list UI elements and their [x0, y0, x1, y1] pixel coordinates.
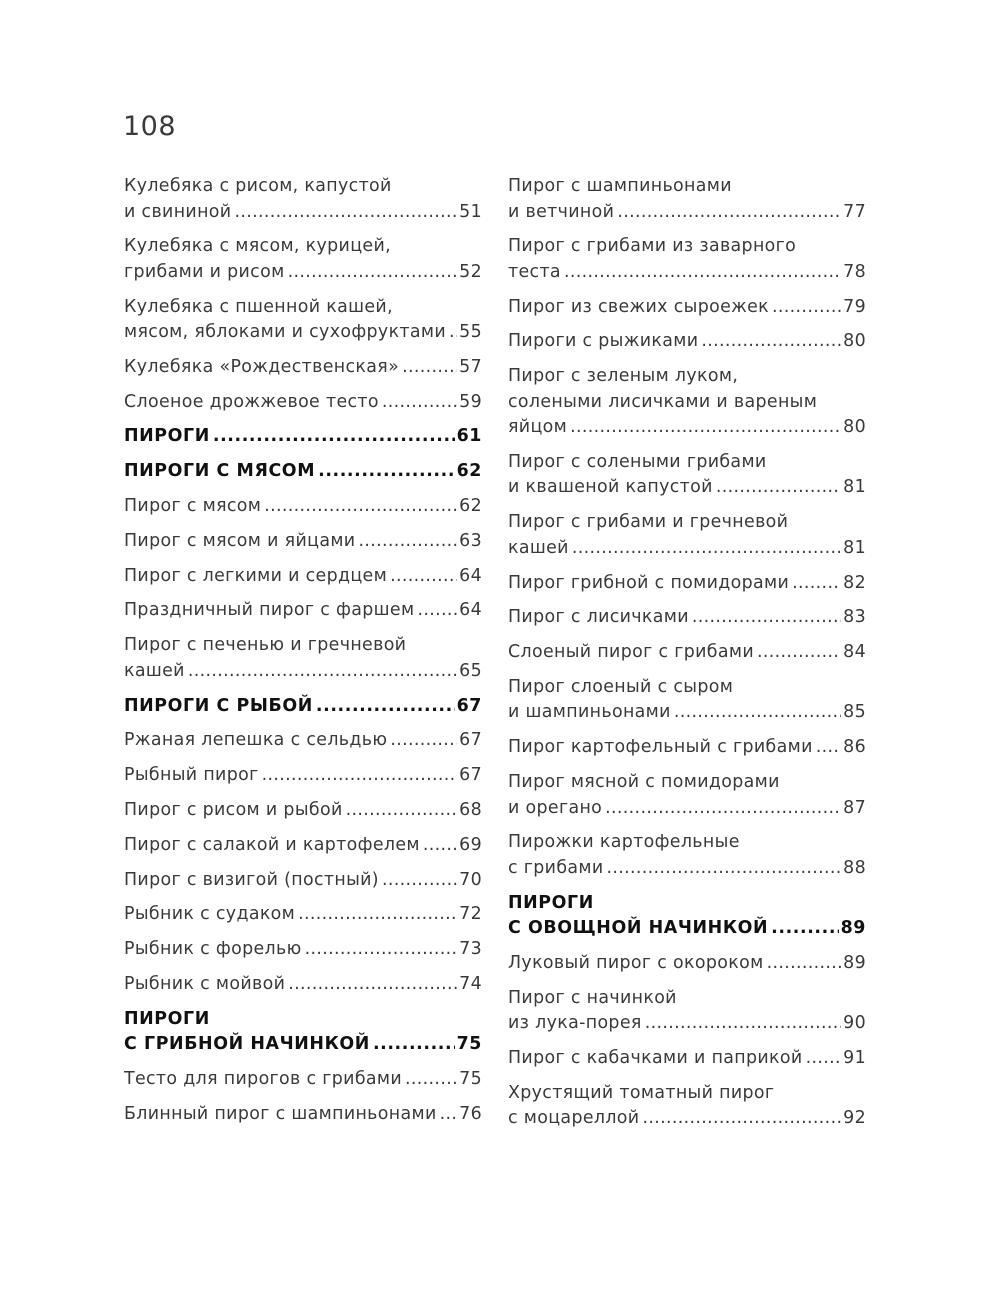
toc-page-number: 84 [843, 642, 866, 663]
dot-leader [772, 295, 841, 321]
toc-entry-title-line: Пирог с солеными грибами [508, 451, 767, 472]
dot-leader [701, 329, 841, 355]
dot-leader [605, 796, 841, 822]
dot-leader [570, 415, 841, 441]
toc-entry-title-line: и орегано [508, 797, 603, 818]
dot-leader [262, 763, 458, 789]
toc-page-number: 69 [459, 834, 482, 855]
dot-leader [234, 200, 457, 226]
toc-entry[interactable] [508, 830, 866, 881]
toc-entry[interactable] [124, 234, 482, 285]
dot-leader [288, 260, 458, 286]
toc-page-number: 55 [459, 322, 482, 343]
toc-entry[interactable] [124, 937, 482, 963]
toc-entry[interactable] [508, 735, 866, 761]
toc-entry[interactable] [508, 1046, 866, 1072]
dot-leader [213, 424, 455, 450]
toc-column-left [124, 174, 482, 1137]
toc-entry[interactable] [124, 868, 482, 894]
dot-leader [642, 1106, 841, 1132]
toc-entry-title-line: Кулебяка с пшенной кашей, [124, 296, 393, 317]
dot-leader [402, 355, 457, 381]
toc-entry[interactable] [124, 355, 482, 381]
toc-entry-title-line: Пирог с зеленым луком, [508, 366, 739, 387]
toc-entry[interactable] [124, 598, 482, 624]
toc-entry[interactable] [508, 174, 866, 225]
toc-entry[interactable] [124, 494, 482, 520]
dot-leader [572, 536, 841, 562]
toc-entry-title-line: Слоеное дрожжевое тесто [124, 391, 379, 412]
toc-column-right [508, 174, 866, 1141]
dot-leader [716, 475, 841, 501]
toc-entry[interactable] [508, 571, 866, 597]
toc-entry-title-line: и шампиньонами [508, 702, 671, 723]
toc-entry-title-line: Кулебяка «Рождественская» [124, 356, 400, 377]
toc-page-number: 63 [459, 530, 482, 551]
toc-entry-title-line: из лука-порея [508, 1013, 642, 1034]
toc-entry-title-line: Пирог слоеный с сыром [508, 676, 734, 697]
toc-entry[interactable] [508, 364, 866, 441]
toc-entry-title-line: Пирог с лисичками [508, 607, 689, 628]
toc-entry[interactable] [124, 529, 482, 555]
toc-entry-title-line: Пирог с мясом [124, 496, 262, 517]
dot-leader [382, 868, 457, 894]
dot-leader [188, 659, 457, 685]
toc-page-number: 88 [843, 857, 866, 878]
toc-entry[interactable] [124, 633, 482, 684]
toc-entry[interactable] [508, 1081, 866, 1132]
toc-entry-title-line: кашей [124, 660, 185, 681]
toc-entry[interactable] [508, 510, 866, 561]
toc-page-number: 73 [459, 939, 482, 960]
toc-entry-title-line: ПИРОГИ [124, 1008, 210, 1029]
toc-page-number: 79 [843, 296, 866, 317]
toc-section-heading[interactable] [124, 694, 482, 720]
toc-entry-title-line: Пирог с рисом и рыбой [124, 799, 343, 820]
toc-entry-title-line: Пирог с шампиньонами [508, 176, 732, 196]
toc-entry-title-line: Слоеный пирог с грибами [508, 642, 754, 663]
toc-entry-title-line: Пирог с грибами и гречневой [508, 512, 789, 533]
dot-leader [373, 1032, 455, 1058]
dot-leader [316, 694, 455, 720]
toc-entry[interactable] [124, 972, 482, 998]
toc-page-number: 74 [459, 973, 482, 994]
toc-page-number: 80 [843, 417, 866, 438]
toc-entry-title-line: Праздничный пирог с фаршем [124, 600, 415, 621]
toc-entry-title-line: Пирожки картофельные [508, 832, 740, 853]
toc-page-number: 89 [843, 952, 866, 973]
toc-entry-title-line: С ГРИБНОЙ НАЧИНКОЙ [124, 1034, 370, 1055]
dot-leader [757, 640, 841, 666]
toc-entry-title-line: Пирог с мясом и яйцами [124, 530, 356, 551]
dot-leader [617, 200, 841, 226]
toc-page-number: 83 [843, 607, 866, 628]
toc-entry[interactable] [124, 833, 482, 859]
toc-entry-title-line: грибами и рисом [124, 261, 285, 282]
toc-page-number: 67 [459, 730, 482, 751]
toc-page-number: 75 [459, 1069, 482, 1090]
toc-page-number: 80 [843, 331, 866, 352]
dot-leader [816, 735, 841, 761]
dot-leader [346, 798, 458, 824]
toc-entry[interactable] [508, 770, 866, 821]
toc-entry[interactable] [508, 640, 866, 666]
toc-page-number: 64 [459, 565, 482, 586]
toc-entry-title-line: Тесто для пирогов с грибами [124, 1069, 403, 1090]
dot-leader [423, 833, 457, 859]
toc-page-number: 75 [456, 1034, 482, 1055]
toc-entry-title-line: Луковый пирог с окороком [508, 952, 764, 973]
toc-entry[interactable] [508, 450, 866, 501]
toc-entry[interactable] [508, 675, 866, 726]
toc-entry-title-line: Пирог мясной с помидорами [508, 772, 780, 793]
toc-entry-title-line: Пирог грибной с помидорами [508, 572, 790, 593]
toc-entry[interactable] [508, 951, 866, 977]
toc-page-number: 51 [459, 201, 482, 222]
toc-page-number: 65 [459, 660, 482, 681]
toc-entry-title-line: Пироги с рыжиками [508, 331, 699, 352]
dot-leader [417, 598, 457, 624]
toc-page-number: 72 [459, 904, 482, 925]
dot-leader [449, 320, 457, 346]
toc-entry[interactable] [124, 1102, 482, 1128]
toc-page-number: 64 [459, 600, 482, 621]
toc-section-heading[interactable] [124, 424, 482, 450]
toc-entry[interactable] [124, 763, 482, 789]
toc-page-number: 86 [843, 737, 866, 758]
toc-page-number: 67 [456, 695, 482, 716]
dot-leader [692, 605, 841, 631]
toc-entry-title-line: ПИРОГИ [508, 892, 594, 913]
toc-page-number: 62 [456, 461, 482, 482]
toc-page-number: 67 [459, 765, 482, 786]
toc-page-number: 87 [843, 797, 866, 818]
toc-page-number: 90 [843, 1013, 866, 1034]
toc-entry[interactable] [124, 174, 482, 225]
toc-page-number: 82 [843, 572, 866, 593]
toc-entry-title-line: и квашеной капустой [508, 477, 713, 498]
toc-entry-title-line: Кулебяка с мясом, курицей, [124, 236, 391, 257]
toc-entry-title-line: Пирог с визигой (постный) [124, 869, 379, 890]
toc-entry[interactable] [508, 329, 866, 355]
toc-page-number: 81 [843, 477, 866, 498]
toc-entry[interactable] [508, 605, 866, 631]
toc-page-number: 78 [843, 261, 866, 282]
toc-page-number: 68 [459, 799, 482, 820]
toc-entry[interactable] [124, 390, 482, 416]
toc-page-number: 92 [843, 1108, 866, 1129]
dot-leader [771, 916, 838, 942]
toc-page-number: 91 [843, 1048, 866, 1069]
dot-leader [305, 937, 458, 963]
dot-leader [318, 459, 454, 485]
toc-entry-title-line: Рыбник с мойвой [124, 973, 286, 994]
toc-entry[interactable] [124, 728, 482, 754]
dot-leader [645, 1011, 841, 1037]
toc-entry-title-line: с моцареллой [508, 1108, 640, 1129]
dot-leader [358, 529, 457, 555]
dot-leader [767, 951, 842, 977]
toc-entry-title-line: Пирог с грибами из заварного [508, 236, 797, 257]
toc-entry-title-line: Пирог с печенью и гречневой [124, 635, 407, 656]
toc-entry[interactable] [508, 986, 866, 1037]
toc-entry-title-line: Пирог картофельный с грибами [508, 737, 813, 758]
toc-entry-title-line: Пирог с салакой и картофелем [124, 834, 420, 855]
toc-entry[interactable] [124, 295, 482, 346]
toc-entry-title-line: солеными лисичками и вареным [508, 391, 818, 412]
toc-entry-title-line: Пирог с кабачками и паприкой [508, 1048, 803, 1069]
toc-section-heading[interactable] [124, 459, 482, 485]
toc-entry-title-line: Ржаная лепешка с сельдью [124, 730, 388, 751]
toc-entry-title-line: и ветчиной [508, 201, 615, 222]
toc-entry[interactable] [124, 902, 482, 928]
toc-page-number: 70 [459, 869, 482, 890]
toc-entry-title-line: Пирог с легкими и сердцем [124, 565, 388, 586]
toc-page-number: 76 [459, 1103, 482, 1124]
toc-entry-title-line: ПИРОГИ С МЯСОМ [124, 461, 316, 482]
dot-leader [382, 390, 457, 416]
toc-entry-title-line: теста [508, 261, 561, 282]
toc-entry[interactable] [124, 1067, 482, 1093]
toc-entry[interactable] [508, 295, 866, 321]
dot-leader [405, 1067, 457, 1093]
toc-page-number: 52 [459, 261, 482, 282]
toc-entry-title-line: яйцом [508, 417, 568, 438]
toc-entry-title-line: ПИРОГИ С РЫБОЙ [124, 695, 313, 716]
toc-page-number: 89 [840, 918, 866, 939]
toc-page-number: 61 [456, 426, 482, 447]
toc-entry-title-line: ПИРОГИ [124, 426, 210, 447]
toc-page-number: 85 [843, 702, 866, 723]
toc-entry-title-line: Кулебяка с рисом, капустой [124, 176, 392, 196]
toc-entry-title-line: и свининой [124, 201, 232, 222]
dot-leader [264, 494, 457, 520]
toc-page-number: 59 [459, 391, 482, 412]
toc-entry[interactable] [508, 234, 866, 285]
toc-section-heading[interactable] [124, 1007, 482, 1058]
toc-entry-title-line: Пирог с начинкой [508, 987, 677, 1008]
page-number: 108 [123, 111, 177, 142]
dot-leader [674, 700, 841, 726]
toc-entry-title-line: Рыбный пирог [124, 765, 259, 786]
dot-leader [390, 564, 457, 590]
toc-entry-title-line: Рыбник с форелью [124, 939, 302, 960]
toc-section-heading[interactable] [508, 891, 866, 942]
dot-leader [564, 260, 841, 286]
toc-page-number: 77 [843, 201, 866, 222]
dot-leader [440, 1102, 458, 1128]
toc-page-number: 62 [459, 496, 482, 517]
toc-page-number: 57 [459, 356, 482, 377]
dot-leader [607, 856, 842, 882]
toc-entry-title-line: мясом, яблоками и сухофруктами [124, 322, 447, 343]
toc-entry-title-line: Рыбник с судаком [124, 904, 296, 925]
dot-leader [288, 972, 457, 998]
toc-entry[interactable] [124, 798, 482, 824]
toc-entry-title-line: Блинный пирог с шампиньонами [124, 1103, 437, 1124]
toc-entry-title-line: Пирог из свежих сыроежек [508, 296, 770, 317]
toc-entry-title-line: кашей [508, 537, 569, 558]
dot-leader [298, 902, 457, 928]
toc-entry-title-line: с грибами [508, 857, 604, 878]
toc-entry-title-line: Хрустящий томатный пирог [508, 1082, 775, 1103]
toc-entry-title-line: С ОВОЩНОЙ НАЧИНКОЙ [508, 918, 769, 939]
dot-leader [792, 571, 841, 597]
dot-leader [806, 1046, 842, 1072]
toc-entry[interactable] [124, 564, 482, 590]
toc-page-number: 81 [843, 537, 866, 558]
dot-leader [390, 728, 457, 754]
